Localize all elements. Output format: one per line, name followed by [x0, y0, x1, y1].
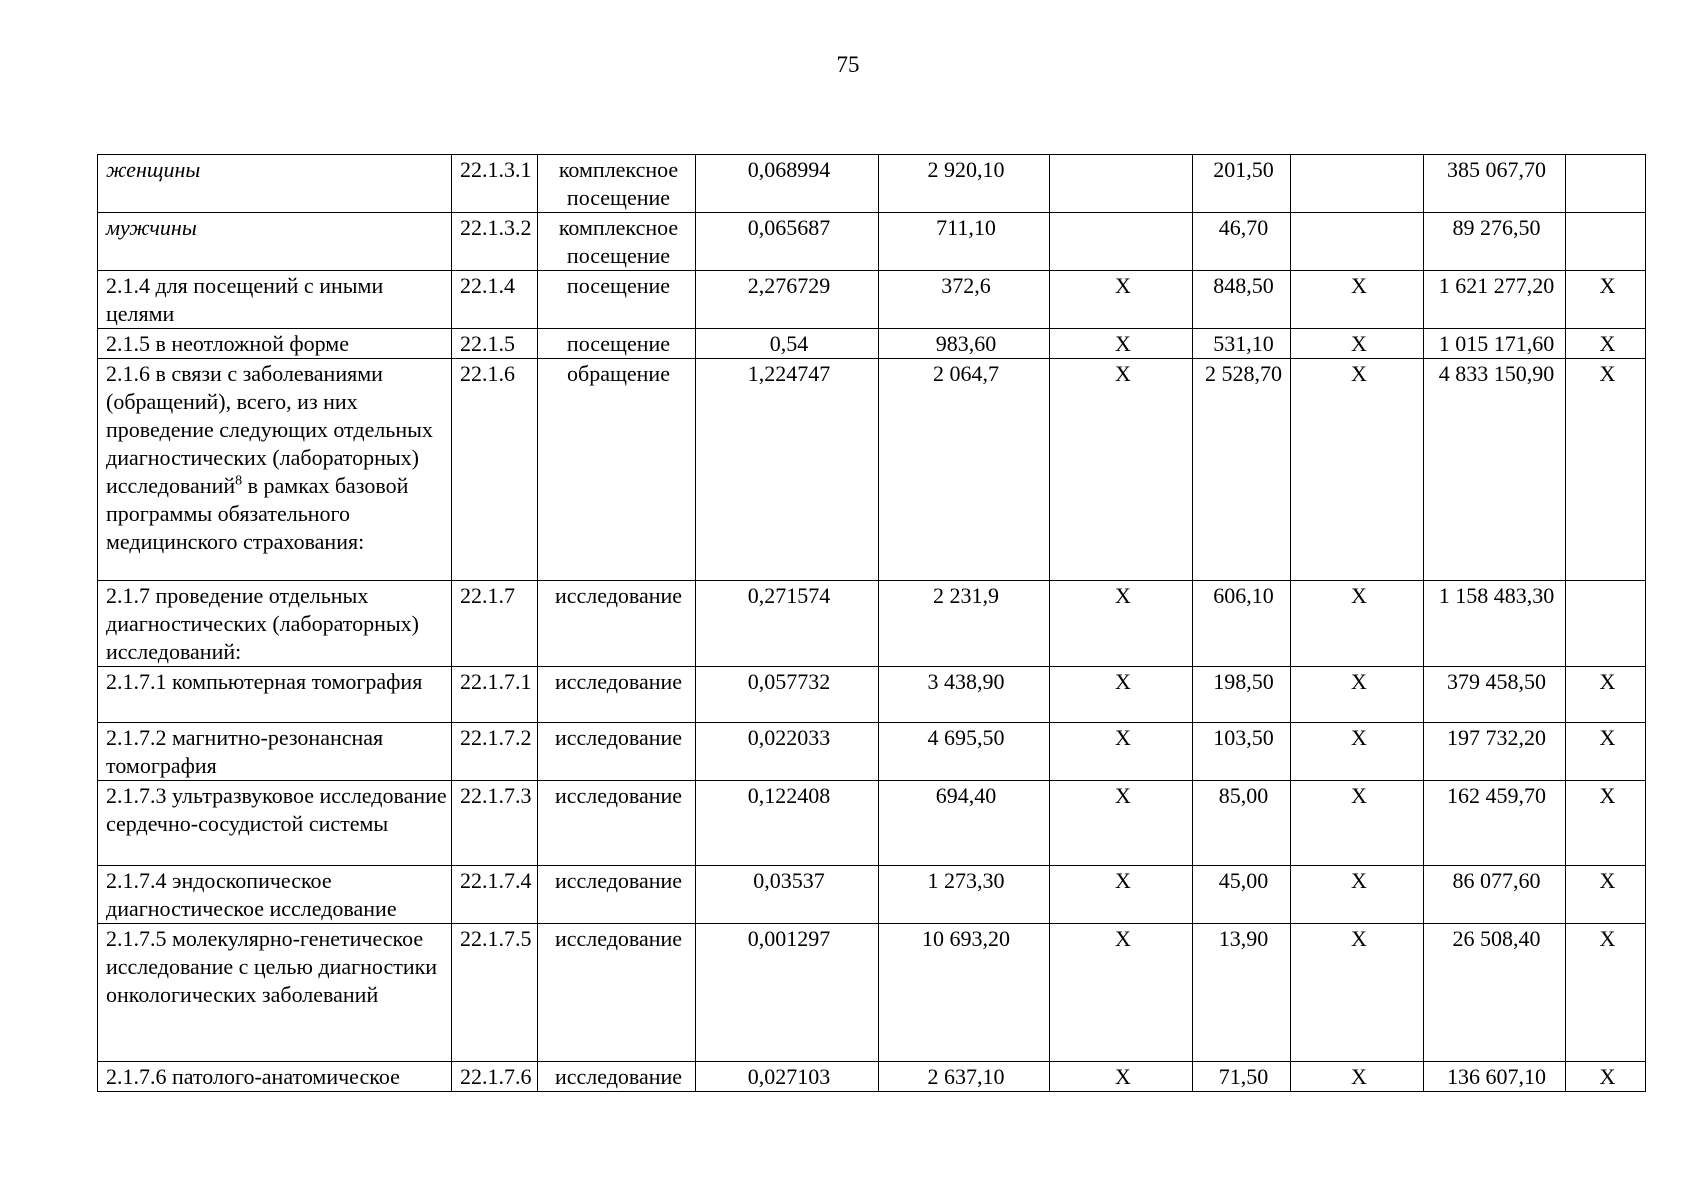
row-name: 2.1.7.3 ультразвуковое исследование сердечно-сосудистой системы	[98, 781, 452, 866]
table-row	[98, 667, 1646, 723]
row-mark-2: X	[1291, 924, 1424, 1062]
row-mark-2	[1291, 155, 1424, 213]
row-total: 136 607,10	[1424, 1062, 1566, 1092]
row-cost: 983,60	[879, 329, 1050, 359]
row-norm: 0,001297	[696, 924, 879, 1062]
footnote-marker: 8	[235, 473, 243, 489]
row-per-capita: 71,50	[1193, 1062, 1291, 1092]
row-unit: комплексное посещение	[538, 213, 696, 271]
row-norm: 0,068994	[696, 155, 879, 213]
row-name: 2.1.5 в неотложной форме	[98, 329, 452, 359]
row-cost: 711,10	[879, 213, 1050, 271]
table-row	[98, 213, 1646, 271]
row-cost: 10 693,20	[879, 924, 1050, 1062]
row-per-capita: 201,50	[1193, 155, 1291, 213]
row-unit: исследование	[538, 581, 696, 667]
row-total: 1 015 171,60	[1424, 329, 1566, 359]
row-cost: 2 637,10	[879, 1062, 1050, 1092]
row-norm: 0,122408	[696, 781, 879, 866]
row-total: 1 621 277,20	[1424, 271, 1566, 329]
row-name: 2.1.7.2 магнитно-резонансная томография	[98, 723, 452, 781]
row-code: 22.1.7.3	[452, 781, 538, 866]
row-total: 385 067,70	[1424, 155, 1566, 213]
row-mark-2: X	[1291, 329, 1424, 359]
row-per-capita: 606,10	[1193, 581, 1291, 667]
row-mark-1: X	[1050, 329, 1193, 359]
row-norm: 2,276729	[696, 271, 879, 329]
row-norm: 0,03537	[696, 866, 879, 924]
table-row	[98, 723, 1646, 781]
row-norm: 0,271574	[696, 581, 879, 667]
page-number: 75	[836, 52, 860, 77]
row-total: 1 158 483,30	[1424, 581, 1566, 667]
table-row	[98, 359, 1646, 581]
row-cost: 1 273,30	[879, 866, 1050, 924]
row-per-capita: 531,10	[1193, 329, 1291, 359]
row-mark-3: X	[1566, 359, 1646, 581]
row-cost: 2 064,7	[879, 359, 1050, 581]
row-unit: посещение	[538, 329, 696, 359]
row-code: 22.1.6	[452, 359, 538, 581]
row-mark-2: X	[1291, 667, 1424, 723]
row-mark-3: X	[1566, 667, 1646, 723]
row-mark-3	[1566, 213, 1646, 271]
row-per-capita: 198,50	[1193, 667, 1291, 723]
row-cost: 3 438,90	[879, 667, 1050, 723]
row-code: 22.1.7.2	[452, 723, 538, 781]
row-unit: исследование	[538, 1062, 696, 1092]
row-per-capita: 103,50	[1193, 723, 1291, 781]
row-mark-1	[1050, 213, 1193, 271]
row-name: 2.1.7 проведение отдельных диагностических (лабораторных) исследований:	[98, 581, 452, 667]
row-name: 2.1.7.5 молекулярно-генетическое исследование с целью диагностики онкологических заболеваний	[98, 924, 452, 1062]
row-per-capita: 46,70	[1193, 213, 1291, 271]
row-total: 86 077,60	[1424, 866, 1566, 924]
row-code: 22.1.5	[452, 329, 538, 359]
row-unit: обращение	[538, 359, 696, 581]
row-norm: 1,224747	[696, 359, 879, 581]
row-unit: исследование	[538, 781, 696, 866]
row-name: мужчины	[98, 213, 452, 271]
row-code: 22.1.7	[452, 581, 538, 667]
row-unit: исследование	[538, 924, 696, 1062]
row-norm: 0,027103	[696, 1062, 879, 1092]
row-code: 22.1.3.1	[452, 155, 538, 213]
row-code: 22.1.7.6	[452, 1062, 538, 1092]
table-row	[98, 781, 1646, 866]
row-mark-2: X	[1291, 581, 1424, 667]
row-unit: исследование	[538, 723, 696, 781]
row-norm: 0,065687	[696, 213, 879, 271]
row-mark-3: X	[1566, 866, 1646, 924]
row-name: 2.1.4 для посещений с иными целями	[98, 271, 452, 329]
row-name: 2.1.7.4 эндоскопическое диагностическое исследование	[98, 866, 452, 924]
row-mark-3: X	[1566, 781, 1646, 866]
row-mark-2: X	[1291, 359, 1424, 581]
row-mark-3	[1566, 581, 1646, 667]
row-code: 22.1.4	[452, 271, 538, 329]
row-mark-3: X	[1566, 723, 1646, 781]
row-mark-2: X	[1291, 866, 1424, 924]
row-mark-1: X	[1050, 866, 1193, 924]
row-total: 89 276,50	[1424, 213, 1566, 271]
row-per-capita: 85,00	[1193, 781, 1291, 866]
row-norm: 0,057732	[696, 667, 879, 723]
row-unit: исследование	[538, 667, 696, 723]
row-name-tail: в рамках базовой программы обязательного медицинского страхования:	[106, 473, 409, 554]
row-unit: посещение	[538, 271, 696, 329]
row-mark-1: X	[1050, 359, 1193, 581]
data-table	[97, 154, 1646, 1092]
table-body	[98, 155, 1646, 1092]
row-mark-1: X	[1050, 723, 1193, 781]
row-mark-3: X	[1566, 329, 1646, 359]
row-total: 162 459,70	[1424, 781, 1566, 866]
row-mark-2	[1291, 213, 1424, 271]
row-cost: 2 920,10	[879, 155, 1050, 213]
table-row	[98, 271, 1646, 329]
row-mark-3	[1566, 155, 1646, 213]
row-total: 379 458,50	[1424, 667, 1566, 723]
table-row	[98, 1062, 1646, 1092]
row-cost: 4 695,50	[879, 723, 1050, 781]
row-name: 2.1.7.6 патолого-анатомическое	[98, 1062, 452, 1092]
row-cost: 694,40	[879, 781, 1050, 866]
row-code: 22.1.7.4	[452, 866, 538, 924]
row-code: 22.1.7.5	[452, 924, 538, 1062]
row-per-capita: 13,90	[1193, 924, 1291, 1062]
row-name	[98, 359, 452, 581]
row-mark-1: X	[1050, 271, 1193, 329]
row-per-capita: 45,00	[1193, 866, 1291, 924]
row-total: 197 732,20	[1424, 723, 1566, 781]
row-unit: исследование	[538, 866, 696, 924]
row-mark-1: X	[1050, 581, 1193, 667]
row-total: 26 508,40	[1424, 924, 1566, 1062]
table-row	[98, 155, 1646, 213]
row-mark-2: X	[1291, 723, 1424, 781]
row-name: женщины	[98, 155, 452, 213]
row-mark-3: X	[1566, 924, 1646, 1062]
row-mark-3: X	[1566, 1062, 1646, 1092]
row-mark-2: X	[1291, 1062, 1424, 1092]
row-total: 4 833 150,90	[1424, 359, 1566, 581]
row-name: 2.1.7.1 компьютерная томография	[98, 667, 452, 723]
row-mark-1: X	[1050, 924, 1193, 1062]
row-mark-1: X	[1050, 667, 1193, 723]
row-mark-2: X	[1291, 271, 1424, 329]
row-mark-1	[1050, 155, 1193, 213]
row-unit: комплексное посещение	[538, 155, 696, 213]
table-row	[98, 924, 1646, 1062]
row-cost: 372,6	[879, 271, 1050, 329]
table-row	[98, 329, 1646, 359]
row-mark-1: X	[1050, 1062, 1193, 1092]
row-code: 22.1.7.1	[452, 667, 538, 723]
row-code: 22.1.3.2	[452, 213, 538, 271]
row-mark-1: X	[1050, 781, 1193, 866]
row-per-capita: 2 528,70	[1193, 359, 1291, 581]
row-name-text: 2.1.6 в связи с заболеваниями (обращений), всего, из них проведение следующих отдельных диагностических (лабораторных) исследований	[106, 361, 433, 498]
table-row	[98, 866, 1646, 924]
row-mark-2: X	[1291, 781, 1424, 866]
row-norm: 0,54	[696, 329, 879, 359]
row-norm: 0,022033	[696, 723, 879, 781]
row-cost: 2 231,9	[879, 581, 1050, 667]
row-per-capita: 848,50	[1193, 271, 1291, 329]
table-row	[98, 581, 1646, 667]
row-mark-3: X	[1566, 271, 1646, 329]
